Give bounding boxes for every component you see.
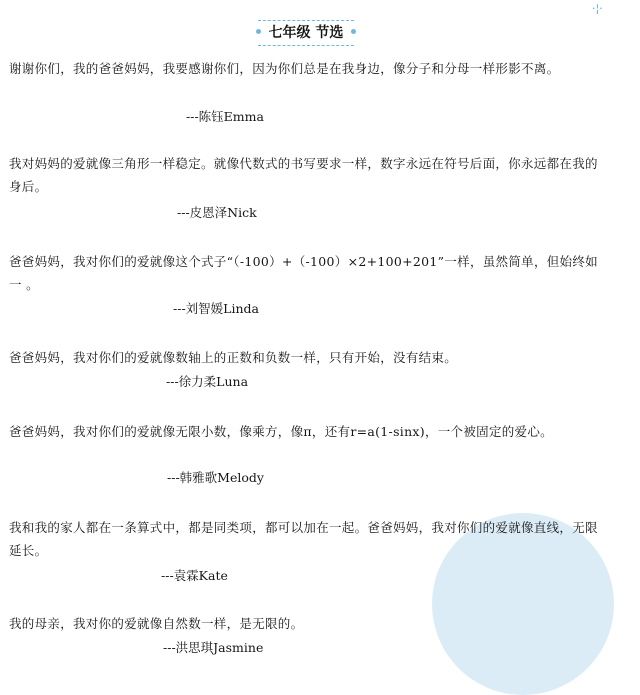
title-dot-left [256,29,261,34]
entry-4-text: 爸爸妈妈，我对你们的爱就像数轴上的正数和负数一样，只有开始，没有结束。 [9,350,458,365]
entry-5-author: ---韩雅歌Melody [167,470,264,485]
title-dot-right [351,29,356,34]
entry-2-author: ---皮恩泽Nick [177,205,257,220]
entry-3-text: 爸爸妈妈，我对你们的爱就像这个式子“（-100）+（-100）×2+100+201”一样，虽然简单，但始终如一 。 [9,254,598,292]
entry-7-author: ---洪思琪Jasmine [163,640,264,655]
entry-3-author: ---刘智媛Linda [173,301,259,316]
corner-ornament: ·¦· [592,2,603,15]
page-title: 七年级 节选 [268,25,344,41]
entry-1-author: ---陈钰Emma [186,109,264,124]
entry-2-text: 我对妈妈的爱就像三角形一样稳定。就像代数式的书写要求一样，数字永远在符号后面，你永远都在我的身后。 [9,156,598,194]
entry-7-text: 我的母亲，我对你的爱就像自然数一样，是无限的。 [9,616,304,631]
entry-4-author: ---徐力柔Luna [166,374,249,389]
entry-6-text: 我和我的家人都在一条算式中，都是同类项，都可以加在一起。爸爸妈妈，我对你们的爱就像直线，无限延长。 [9,520,598,558]
entry-6-author: ---袁霖Kate [161,568,228,583]
entry-5-text: 爸爸妈妈，我对你们的爱就像无限小数，像乘方，像π，还有r=a(1-sinx)，一个被固定的爱心。 [9,424,553,439]
entry-1-text: 谢谢你们，我的爸爸妈妈，我要感谢你们，因为你们总是在我身边，像分子和分母一样形影不离。 [9,61,560,76]
page-title-box [258,20,354,46]
